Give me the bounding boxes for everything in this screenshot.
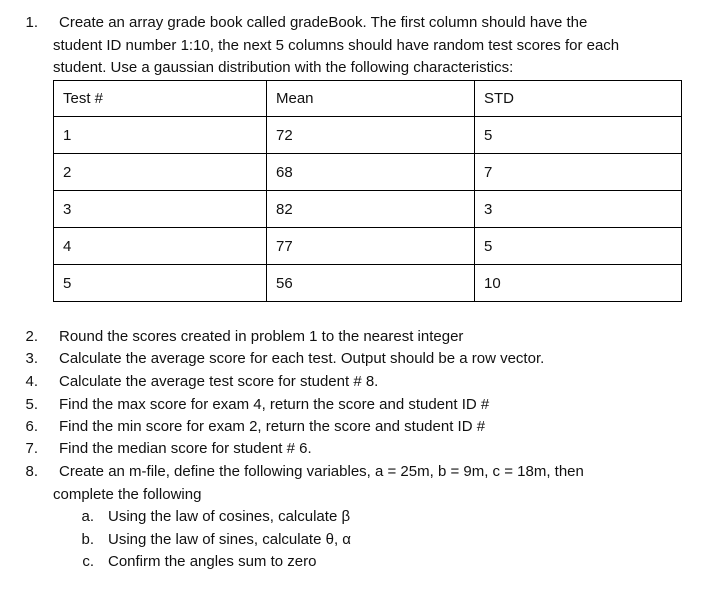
subitem-a-letter: a. <box>81 508 94 525</box>
item-8-continuation: complete the following <box>53 486 202 503</box>
item-4-text: Calculate the average test score for student # 8. <box>59 373 379 390</box>
subitem-a-text: Using the law of cosines, calculate β <box>108 508 351 525</box>
item-1-line-1: Create an array grade book called gradeBook. The first column should have the <box>59 14 588 31</box>
item-6-text: Find the min score for exam 2, return the score and student ID # <box>59 418 486 435</box>
header-test-number: Test # <box>54 81 267 117</box>
item-4-number: 4. <box>25 373 38 390</box>
table-row <box>54 191 682 228</box>
item-7-number: 7. <box>25 440 38 457</box>
item-1-number: 1. <box>25 14 38 31</box>
item-8-text: Create an m-file, define the following variables, a = 25m, b = 9m, c = 18m, then <box>59 463 584 480</box>
subitem-c-text: Confirm the angles sum to zero <box>108 553 317 570</box>
item-1-line-2: student ID number 1:10, the next 5 columns should have random test scores for each <box>53 37 620 54</box>
cell-test-number: 2 <box>54 154 267 191</box>
table-header-row <box>54 81 682 117</box>
cell-test-number: 4 <box>54 228 267 265</box>
cell-std: 3 <box>475 191 682 228</box>
table-row <box>54 154 682 191</box>
subitem-b-text: Using the law of sines, calculate θ, α <box>108 531 351 548</box>
cell-test-number: 5 <box>54 265 267 302</box>
cell-std: 5 <box>475 117 682 154</box>
item-3-number: 3. <box>25 350 38 367</box>
item-8-number: 8. <box>25 463 38 480</box>
table-row <box>54 117 682 154</box>
item-2-text: Round the scores created in problem 1 to the nearest integer <box>59 328 464 345</box>
cell-std: 7 <box>475 154 682 191</box>
cell-std: 10 <box>475 265 682 302</box>
item-5-text: Find the max score for exam 4, return the score and student ID # <box>59 396 490 413</box>
cell-std: 5 <box>475 228 682 265</box>
cell-mean: 82 <box>267 191 475 228</box>
item-2-number: 2. <box>25 328 38 345</box>
table-row <box>54 265 682 302</box>
item-3-text: Calculate the average score for each test. Output should be a row vector. <box>59 350 545 367</box>
cell-mean: 68 <box>267 154 475 191</box>
item-1-line-3: student. Use a gaussian distribution with the following characteristics: <box>53 59 514 76</box>
cell-test-number: 1 <box>54 117 267 154</box>
cell-test-number: 3 <box>54 191 267 228</box>
table-row <box>54 228 682 265</box>
cell-mean: 56 <box>267 265 475 302</box>
cell-mean: 77 <box>267 228 475 265</box>
item-6-number: 6. <box>25 418 38 435</box>
item-7-text: Find the median score for student # 6. <box>59 440 312 457</box>
subitem-c-letter: c. <box>82 553 94 570</box>
subitem-b-letter: b. <box>81 531 94 548</box>
cell-mean: 72 <box>267 117 475 154</box>
item-5-number: 5. <box>25 396 38 413</box>
header-mean: Mean <box>267 81 475 117</box>
header-std: STD <box>475 81 682 117</box>
gaussian-parameters-table <box>53 80 682 302</box>
